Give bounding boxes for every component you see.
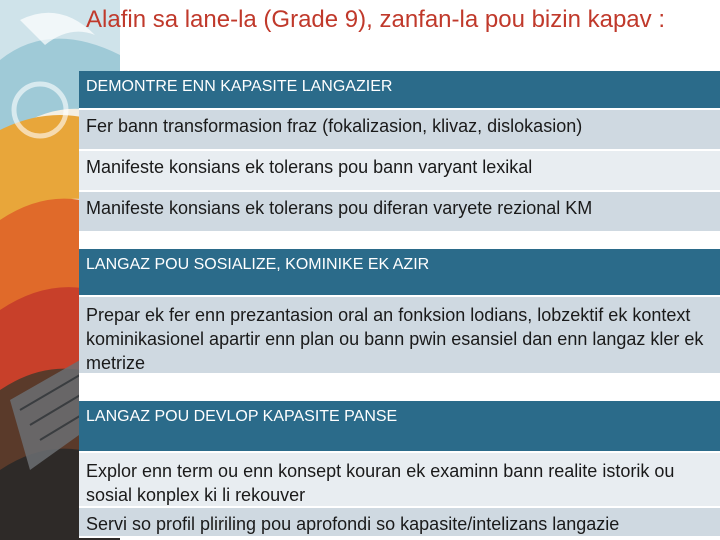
list-item: Explor enn term ou enn konsept kouran ek examinn bann realite istorik ou sosial konplex ki li rekouver — [79, 453, 720, 508]
list-item: Fer bann transformasion fraz (fokalizasion, klivaz, dislokasion) — [79, 110, 720, 151]
list-item: Prepar ek fer enn prezantasion oral an fonksion lodians, lobzektif ek kontext kominikasionel apartir enn plan ou bann pwin esansiel dan enn langaz kler ek metrize — [79, 297, 720, 375]
competency-table — [79, 71, 720, 538]
section-divider — [79, 233, 720, 249]
list-item: Manifeste konsians ek tolerans pou bann varyant lexikal — [79, 151, 720, 192]
section-header: LANGAZ POU DEVLOP KAPASITE PANSE — [79, 401, 720, 453]
page-title: Alafin sa lane-la (Grade 9), zanfan-la pou bizin kapav : — [86, 6, 665, 33]
list-item: Servi so profil pliriling pou aprofondi so kapasite/intelizans langazie — [79, 508, 720, 538]
section-header: DEMONTRE ENN KAPASITE LANGAZIER — [79, 71, 720, 110]
section-header: LANGAZ POU SOSIALIZE, KOMINIKE EK AZIR — [79, 249, 720, 297]
list-item: Manifeste konsians ek tolerans pou diferan varyete rezional KM — [79, 192, 720, 233]
section-divider — [79, 375, 720, 401]
